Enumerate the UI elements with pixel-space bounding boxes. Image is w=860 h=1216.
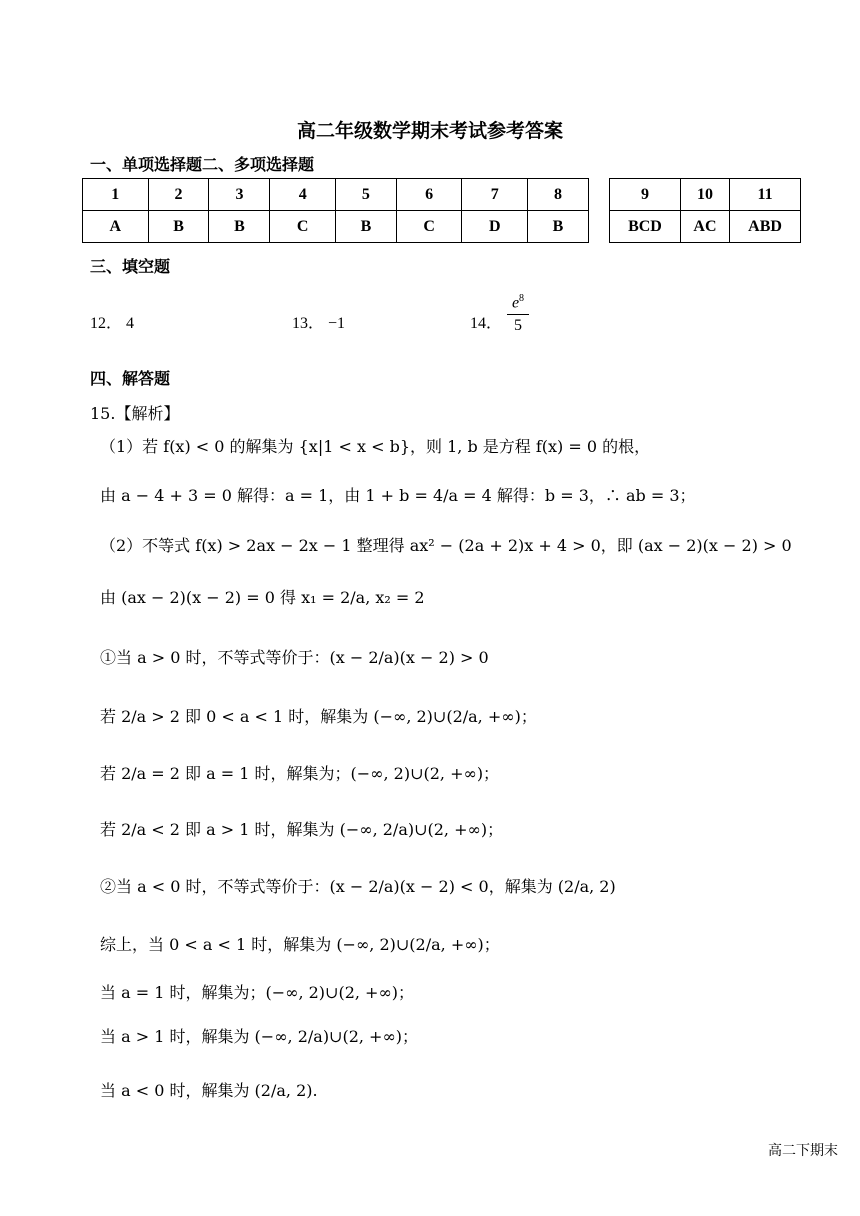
solution-line: （1）若 f(x) < 0 的解集为 {x|1 < x < b}，则 1, b 是方程 f(x) = 0 的根， — [100, 437, 651, 456]
section-fill-heading: 三、填空题 — [90, 257, 171, 276]
solution-line: 当 a > 1 时，解集为 (−∞, 2/a)∪(2, +∞)； — [100, 1027, 419, 1046]
solution-line: 若 2/a < 2 即 a > 1 时，解集为 (−∞, 2/a)∪(2, +∞)； — [100, 820, 504, 839]
table-cell: 6 — [396, 179, 462, 211]
question-number: 12． — [90, 315, 123, 332]
solution-line: 当 a = 1 时，解集为；(−∞, 2)∪(2, +∞)； — [100, 983, 415, 1002]
fraction — [507, 290, 529, 335]
table-cell: 3 — [209, 179, 270, 211]
table-cell: 2 — [148, 179, 209, 211]
solution-line: （2）不等式 f(x) > 2ax − 2x − 1 整理得 ax² − (2a + 2)x + 4 > 0，即 (ax − 2)(x − 2) > 0 — [100, 536, 792, 555]
table-cell: 1 — [83, 179, 149, 211]
table-cell: B — [335, 211, 396, 243]
table-cell: 7 — [462, 179, 528, 211]
solution-line: 若 2/a = 2 即 a = 1 时，解集为；(−∞, 2)∪(2, +∞)； — [100, 764, 500, 783]
table-cell: 5 — [335, 179, 396, 211]
table-cell: C — [270, 211, 336, 243]
solution-line: 若 2/a > 2 即 0 < a < 1 时，解集为 (−∞, 2)∪(2/a, +∞)； — [100, 707, 537, 726]
multi-choice-table — [609, 178, 801, 243]
table-cell: 9 — [610, 179, 681, 211]
question-number: 14． — [470, 315, 503, 332]
question-15-header: 15.【解析】 — [90, 404, 180, 423]
answer-value: −1 — [328, 315, 346, 332]
solution-line: 由 (ax − 2)(x − 2) = 0 得 x₁ = 2/a, x₂ = 2 — [100, 588, 425, 607]
fill-answer-12 — [90, 310, 134, 333]
table-row — [83, 211, 589, 243]
table-cell: 11 — [730, 179, 801, 211]
table-cell: BCD — [610, 211, 681, 243]
section-choice-heading: 一、单项选择题二、多项选择题 — [90, 155, 315, 174]
page-footer: 高二下期末 — [768, 1143, 838, 1159]
answer-value: 4 — [126, 315, 135, 332]
fraction-denominator: 5 — [514, 317, 522, 335]
fill-answer-13 — [292, 310, 345, 333]
table-cell: 4 — [270, 179, 336, 211]
single-choice-table — [82, 178, 589, 243]
solution-line: 综上，当 0 < a < 1 时，解集为 (−∞, 2)∪(2/a, +∞)； — [100, 935, 500, 954]
table-cell: B — [209, 211, 270, 243]
table-cell: A — [83, 211, 149, 243]
table-cell: D — [462, 211, 528, 243]
table-cell: B — [148, 211, 209, 243]
fraction-numerator — [507, 290, 529, 312]
table-row — [610, 179, 801, 211]
table-cell: 10 — [680, 179, 729, 211]
table-cell: B — [528, 211, 589, 243]
solution-line: 当 a < 0 时，解集为 (2/a, 2). — [100, 1081, 318, 1100]
solution-line: 由 a − 4 + 3 = 0 解得：a = 1，由 1 + b = 4/a = 4 解得：b = 3，∴ ab = 3； — [100, 486, 696, 505]
fraction-numerator-exponent: 8 — [519, 293, 525, 304]
table-row — [610, 211, 801, 243]
table-row — [83, 179, 589, 211]
solution-line: ①当 a > 0 时，不等式等价于：(x − 2/a)(x − 2) > 0 — [100, 648, 489, 667]
fill-answer-14 — [470, 310, 502, 333]
table-cell: AC — [680, 211, 729, 243]
table-cell: 8 — [528, 179, 589, 211]
table-cell: ABD — [730, 211, 801, 243]
fraction-numerator-base: e — [511, 294, 520, 312]
fraction-bar — [507, 314, 529, 315]
section-solve-heading: 四、解答题 — [90, 369, 171, 388]
page-title: 高二年级数学期末考试参考答案 — [296, 120, 563, 142]
solution-line: ②当 a < 0 时，不等式等价于：(x − 2/a)(x − 2) < 0，解集为 (2/a, 2) — [100, 877, 616, 896]
question-number: 13． — [292, 315, 325, 332]
table-cell: C — [396, 211, 462, 243]
